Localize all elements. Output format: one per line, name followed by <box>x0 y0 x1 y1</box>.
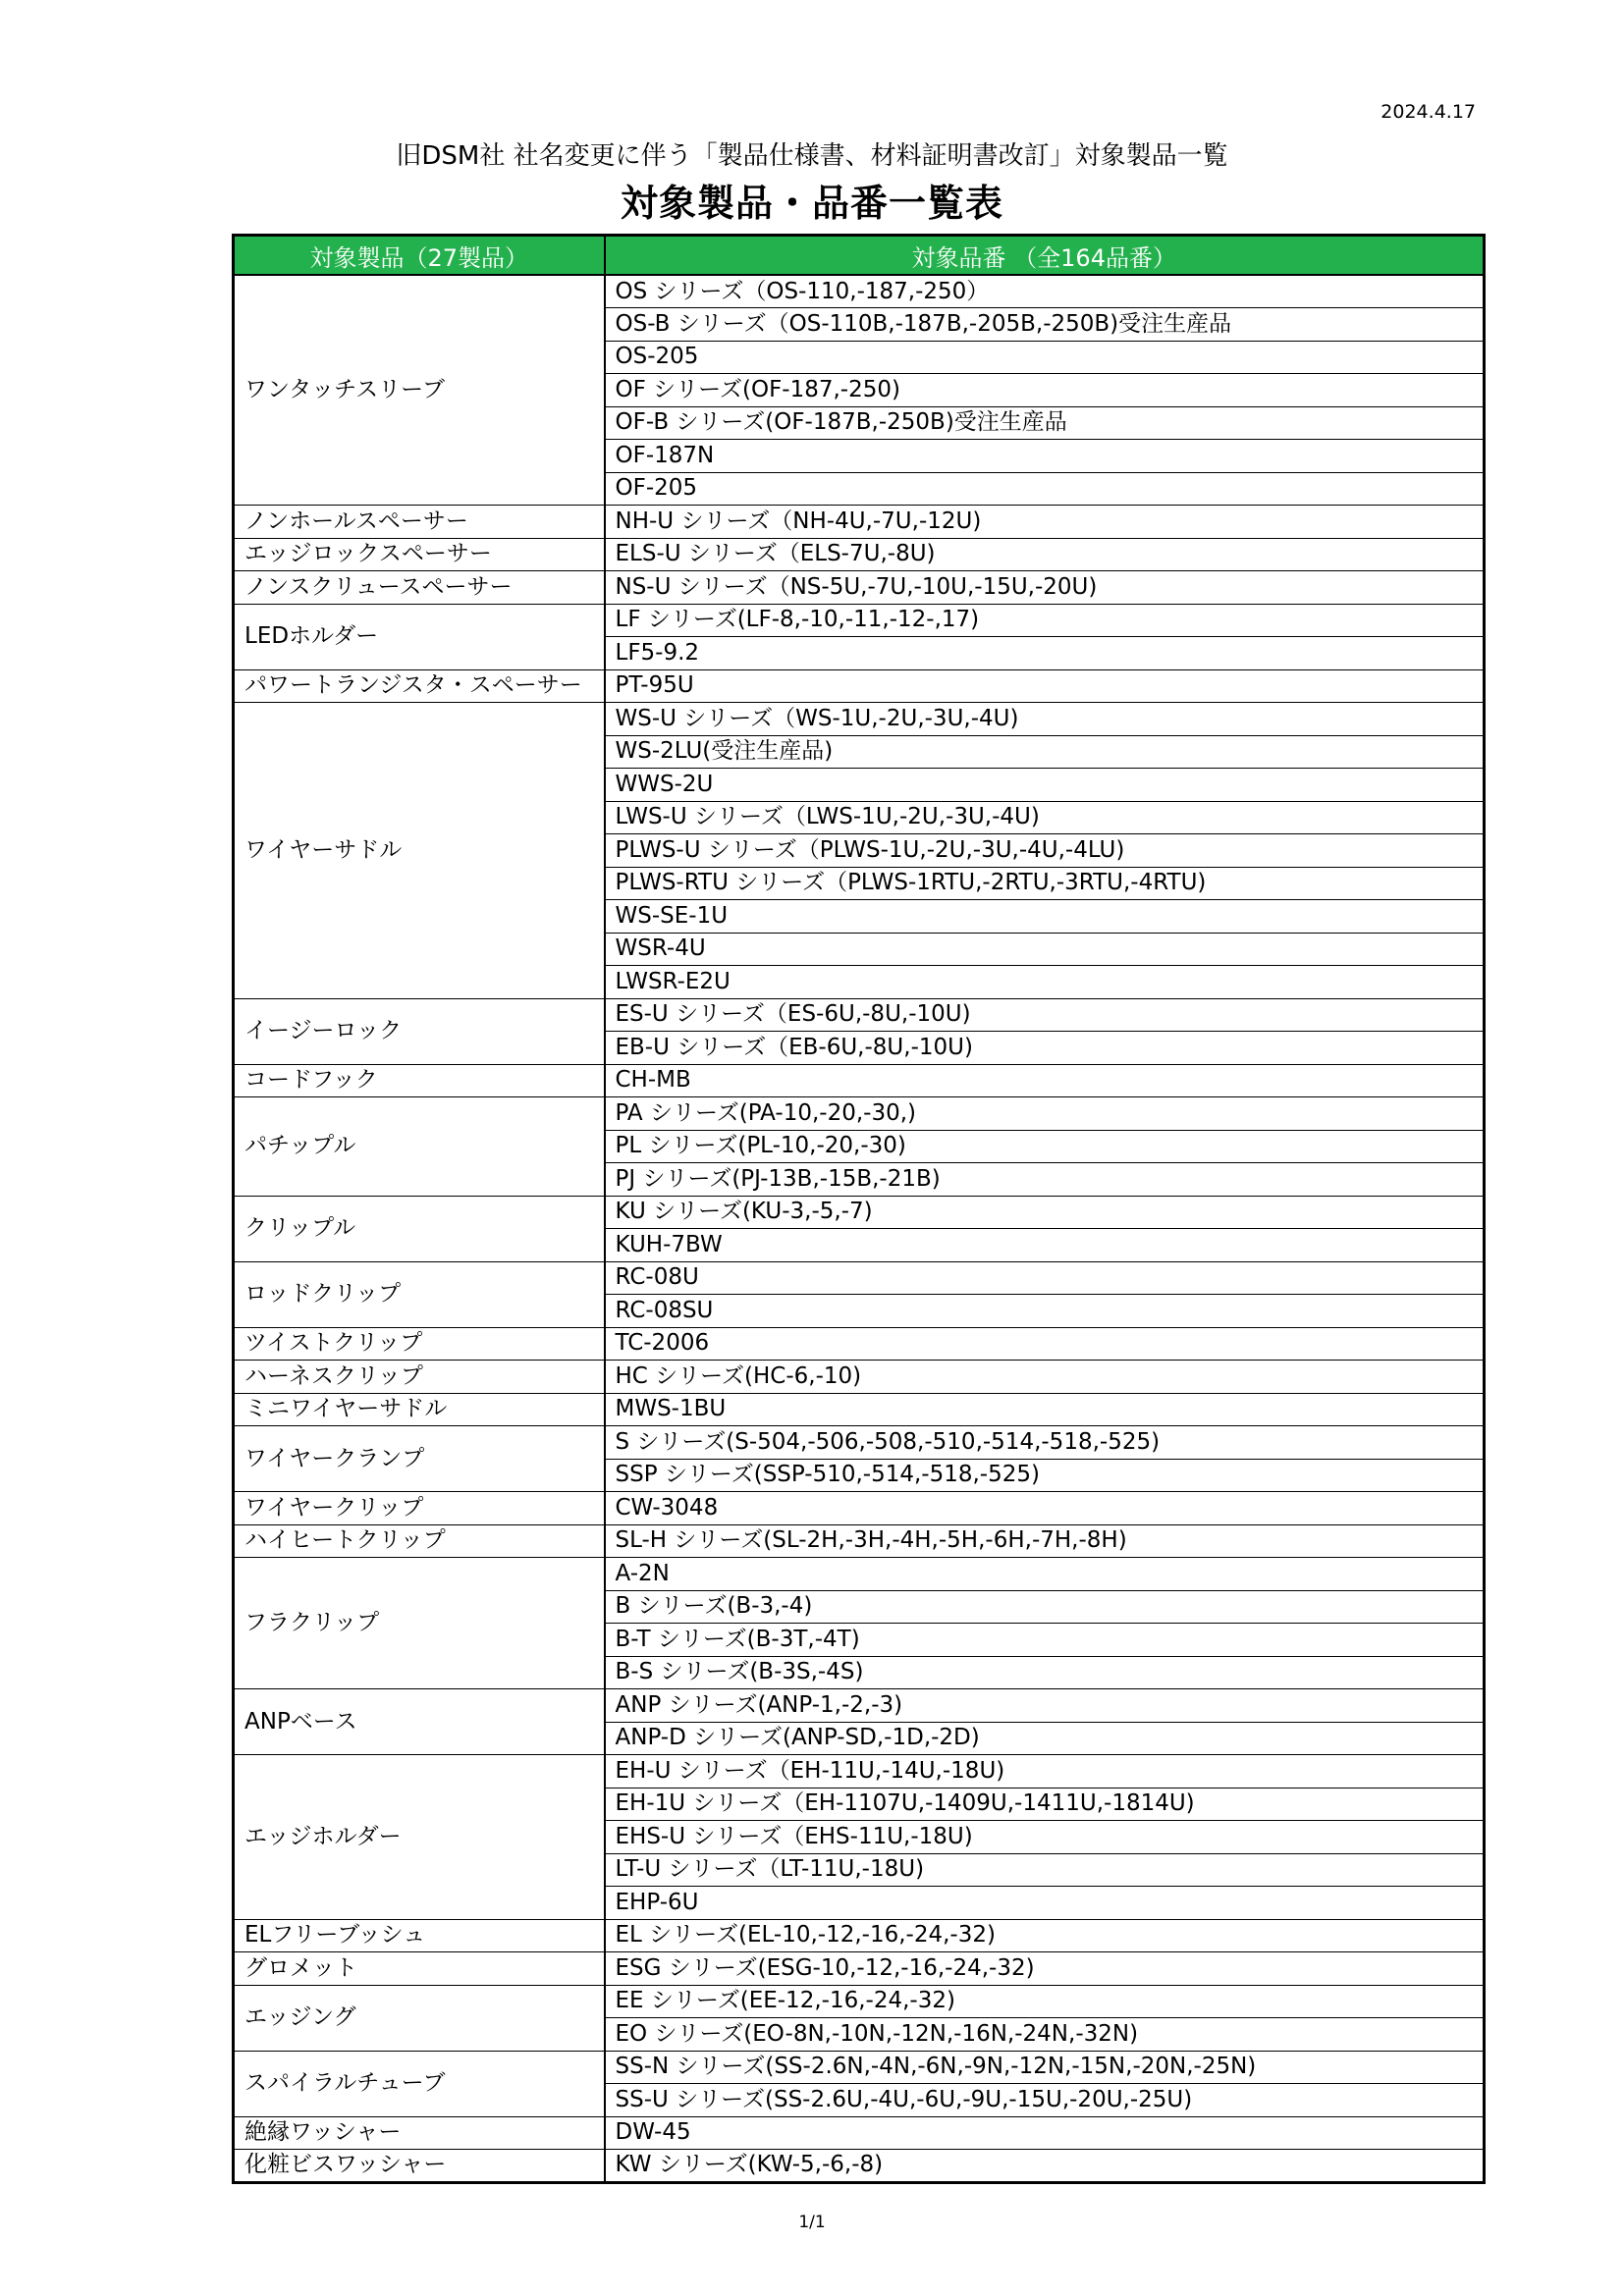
part-number-cell: KW シリーズ(KW-5,-6,-8) <box>605 2150 1485 2183</box>
part-number-cell: OF-B シリーズ(OF-187B,-250B)受注生産品 <box>605 406 1485 440</box>
product-name-cell: ELフリーブッシュ <box>234 1919 605 1952</box>
part-number-cell: KUH-7BW <box>605 1229 1485 1262</box>
table-row <box>234 1985 1485 2018</box>
table-row <box>234 1097 1485 1131</box>
table-header-row <box>234 236 1485 276</box>
header-product: 対象製品（27製品） <box>234 236 605 276</box>
part-number-cell: OF シリーズ(OF-187,-250) <box>605 374 1485 407</box>
part-number-cell: WS-SE-1U <box>605 900 1485 934</box>
part-number-cell: PLWS-RTU シリーズ（PLWS-1RTU,-2RTU,-3RTU,-4RTU) <box>605 867 1485 900</box>
part-number-cell: EH-U シリーズ（EH-11U,-14U,-18U) <box>605 1755 1485 1789</box>
part-number-cell: NH-U シリーズ（NH-4U,-7U,-12U) <box>605 506 1485 539</box>
part-number-cell: PA シリーズ(PA-10,-20,-30,) <box>605 1097 1485 1131</box>
table-row <box>234 1196 1485 1229</box>
product-name-cell: ワイヤークランプ <box>234 1426 605 1492</box>
part-number-cell: WS-U シリーズ（WS-1U,-2U,-3U,-4U) <box>605 703 1485 736</box>
table-row <box>234 998 1485 1032</box>
document-date: 2024.4.17 <box>1380 101 1476 123</box>
part-number-cell: NS-U シリーズ（NS-5U,-7U,-10U,-15U,-20U) <box>605 571 1485 605</box>
table-body <box>234 275 1485 2182</box>
part-number-cell: PL シリーズ(PL-10,-20,-30) <box>605 1130 1485 1163</box>
table-row <box>234 506 1485 539</box>
table-row <box>234 1558 1485 1591</box>
part-number-cell: TC-2006 <box>605 1327 1485 1361</box>
part-number-cell: ES-U シリーズ（ES-6U,-8U,-10U) <box>605 998 1485 1032</box>
product-name-cell: エッジロックスペーサー <box>234 538 605 571</box>
product-name-cell: グロメット <box>234 1952 605 1986</box>
product-name-cell: ハイヒートクリップ <box>234 1524 605 1558</box>
product-name-cell: イージーロック <box>234 998 605 1064</box>
product-name-cell: パチップル <box>234 1097 605 1197</box>
table-row <box>234 2150 1485 2183</box>
part-number-cell: B-S シリーズ(B-3S,-4S) <box>605 1656 1485 1689</box>
table-row <box>234 1426 1485 1460</box>
part-number-cell: CW-3048 <box>605 1492 1485 1525</box>
part-number-cell: EHS-U シリーズ（EHS-11U,-18U) <box>605 1821 1485 1854</box>
part-number-cell: B-T シリーズ(B-3T,-4T) <box>605 1624 1485 1657</box>
part-number-cell: LT-U シリーズ（LT-11U,-18U) <box>605 1853 1485 1887</box>
part-number-cell: HC シリーズ(HC-6,-10) <box>605 1361 1485 1394</box>
product-name-cell: ノンスクリュースペーサー <box>234 571 605 605</box>
table-row <box>234 1064 1485 1097</box>
part-number-cell: LF シリーズ(LF-8,-10,-11,-12-,17) <box>605 604 1485 637</box>
product-name-cell: パワートランジスタ・スペーサー <box>234 669 605 703</box>
product-name-cell: ANPベース <box>234 1689 605 1755</box>
part-number-cell: OF-205 <box>605 472 1485 506</box>
product-name-cell: LEDホルダー <box>234 604 605 669</box>
part-number-cell: ESG シリーズ(ESG-10,-12,-16,-24,-32) <box>605 1952 1485 1986</box>
product-name-cell: ワイヤークリップ <box>234 1492 605 1525</box>
table-row <box>234 1361 1485 1394</box>
part-number-cell: MWS-1BU <box>605 1393 1485 1426</box>
table-row <box>234 1755 1485 1789</box>
table-row <box>234 538 1485 571</box>
part-number-cell: LWS-U シリーズ（LWS-1U,-2U,-3U,-4U) <box>605 801 1485 834</box>
table-row <box>234 604 1485 637</box>
table-row <box>234 2051 1485 2084</box>
part-number-cell: DW-45 <box>605 2116 1485 2150</box>
product-name-cell: ワンタッチスリーブ <box>234 275 605 506</box>
part-number-cell: RC-08SU <box>605 1295 1485 1328</box>
table-row <box>234 1524 1485 1558</box>
table-row <box>234 275 1485 308</box>
part-number-cell: EH-1U シリーズ（EH-1107U,-1409U,-1411U,-1814U) <box>605 1788 1485 1821</box>
part-number-cell: EE シリーズ(EE-12,-16,-24,-32) <box>605 1985 1485 2018</box>
document-subtitle: 旧DSM社 社名変更に伴う「製品仕様書、材料証明書改訂」対象製品一覧 <box>396 141 1228 171</box>
part-number-cell: KU シリーズ(KU-3,-5,-7) <box>605 1196 1485 1229</box>
table-row <box>234 1492 1485 1525</box>
table-row <box>234 669 1485 703</box>
part-number-cell: LWSR-E2U <box>605 966 1485 999</box>
part-number-cell: A-2N <box>605 1558 1485 1591</box>
part-number-cell: PJ シリーズ(PJ-13B,-15B,-21B) <box>605 1163 1485 1197</box>
part-number-cell: SSP シリーズ(SSP-510,-514,-518,-525) <box>605 1459 1485 1492</box>
table-row <box>234 571 1485 605</box>
part-number-cell: EB-U シリーズ（EB-6U,-8U,-10U) <box>605 1032 1485 1065</box>
product-name-cell: ミニワイヤーサドル <box>234 1393 605 1426</box>
part-number-cell: EHP-6U <box>605 1887 1485 1920</box>
part-number-cell: B シリーズ(B-3,-4) <box>605 1590 1485 1624</box>
table-row <box>234 1327 1485 1361</box>
part-number-cell: WWS-2U <box>605 769 1485 802</box>
table-header <box>234 236 1485 276</box>
table-row <box>234 2116 1485 2150</box>
part-number-cell: WS-2LU(受注生産品) <box>605 735 1485 769</box>
part-number-cell: OS-B シリーズ（OS-110B,-187B,-205B,-250B)受注生産品 <box>605 308 1485 342</box>
table-row <box>234 1919 1485 1952</box>
part-number-cell: PT-95U <box>605 669 1485 703</box>
product-name-cell: 化粧ビスワッシャー <box>234 2150 605 2183</box>
product-name-cell: クリップル <box>234 1196 605 1261</box>
part-number-cell: EL シリーズ(EL-10,-12,-16,-24,-32) <box>605 1919 1485 1952</box>
product-name-cell: ワイヤーサドル <box>234 703 605 999</box>
product-name-cell: ツイストクリップ <box>234 1327 605 1361</box>
part-number-cell: OF-187N <box>605 440 1485 473</box>
part-number-cell: ELS-U シリーズ（ELS-7U,-8U) <box>605 538 1485 571</box>
product-name-cell: エッジホルダー <box>234 1755 605 1920</box>
part-number-cell: ANP-D シリーズ(ANP-SD,-1D,-2D) <box>605 1722 1485 1755</box>
part-number-cell: PLWS-U シリーズ（PLWS-1U,-2U,-3U,-4U,-4LU) <box>605 834 1485 868</box>
part-number-cell: S シリーズ(S-504,-506,-508,-510,-514,-518,-525) <box>605 1426 1485 1460</box>
table-row <box>234 1261 1485 1295</box>
table-row <box>234 1952 1485 1986</box>
product-name-cell: フラクリップ <box>234 1558 605 1689</box>
product-name-cell: スパイラルチューブ <box>234 2051 605 2116</box>
table-row <box>234 1393 1485 1426</box>
product-name-cell: ノンホールスペーサー <box>234 506 605 539</box>
part-number-cell: CH-MB <box>605 1064 1485 1097</box>
product-name-cell: 絶縁ワッシャー <box>234 2116 605 2150</box>
part-number-cell: OS-205 <box>605 341 1485 374</box>
product-part-table <box>232 234 1486 2184</box>
page-number: 1/1 <box>798 2213 826 2232</box>
table-row <box>234 703 1485 736</box>
part-number-cell: EO シリーズ(EO-8N,-10N,-12N,-16N,-24N,-32N) <box>605 2018 1485 2052</box>
part-number-cell: SS-N シリーズ(SS-2.6N,-4N,-6N,-9N,-12N,-15N,-20N,-25N) <box>605 2051 1485 2084</box>
part-number-cell: WSR-4U <box>605 933 1485 966</box>
product-name-cell: ハーネスクリップ <box>234 1361 605 1394</box>
product-name-cell: エッジング <box>234 1985 605 2051</box>
product-name-cell: コードフック <box>234 1064 605 1097</box>
header-part-number: 対象品番 （全164品番） <box>605 236 1485 276</box>
part-number-cell: ANP シリーズ(ANP-1,-2,-3) <box>605 1689 1485 1723</box>
part-number-cell: OS シリーズ（OS-110,-187,-250） <box>605 275 1485 308</box>
table-row <box>234 1689 1485 1723</box>
document-title: 対象製品・品番一覧表 <box>620 182 1003 225</box>
product-name-cell: ロッドクリップ <box>234 1261 605 1327</box>
part-number-cell: SS-U シリーズ(SS-2.6U,-4U,-6U,-9U,-15U,-20U,-25U) <box>605 2084 1485 2117</box>
part-number-cell: RC-08U <box>605 1261 1485 1295</box>
part-number-cell: SL-H シリーズ(SL-2H,-3H,-4H,-5H,-6H,-7H,-8H) <box>605 1524 1485 1558</box>
part-number-cell: LF5-9.2 <box>605 637 1485 670</box>
